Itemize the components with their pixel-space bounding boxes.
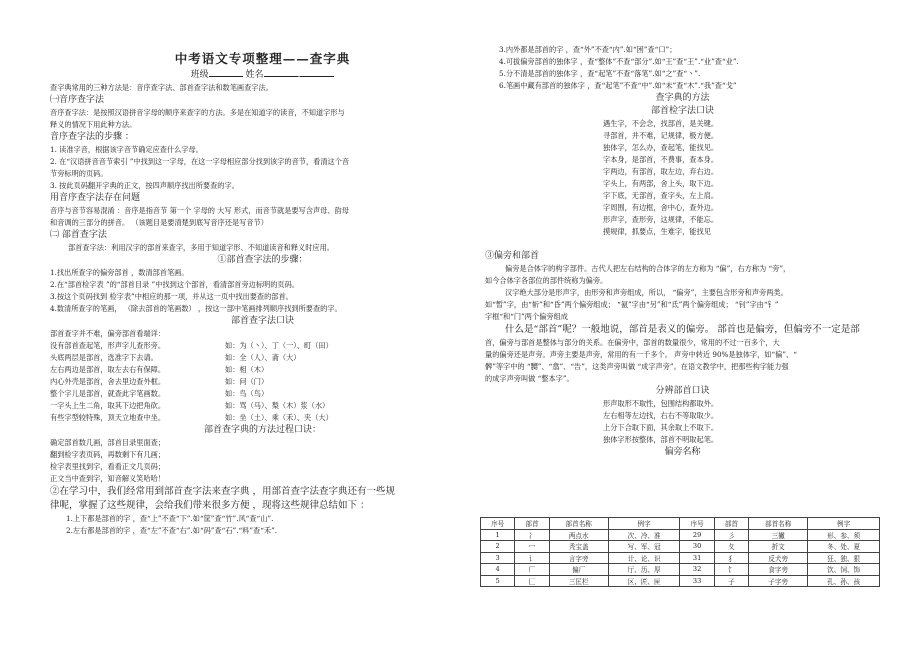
table-cell: 讠 bbox=[515, 552, 549, 564]
left-column bbox=[50, 50, 475, 537]
right-column bbox=[485, 44, 880, 459]
table-cell: 厅、历、厚 bbox=[608, 564, 680, 576]
table-header-cell: 部首名称 bbox=[749, 518, 808, 530]
table-cell: 饣 bbox=[714, 564, 748, 576]
rhyme-row bbox=[50, 388, 475, 400]
section-1-para-2: 释义的情况下用此种方法。 bbox=[50, 120, 137, 129]
rhyme-line: 有些字型较特殊，顶天立地查中坐。 bbox=[50, 413, 166, 422]
rhyme2-line: 摸规律，抓要点，生难字，能找见 bbox=[603, 227, 711, 236]
pianpang-line: 偏旁是合体字的构字部件。古代人把左右结构的合体字的左方称为 “偏”，右方称为 “旁”， bbox=[505, 264, 791, 273]
rhyme3-title: 分辨部首口诀 bbox=[655, 386, 710, 396]
process-list bbox=[50, 437, 475, 485]
table-cell: 33 bbox=[680, 575, 714, 587]
section-1-para-1: 音序查字法：是按照汉语拼音字母的顺序来查字的方法。多是在知道字的读音，不知道字形与 bbox=[50, 108, 345, 117]
pianpang-title: ③偏旁和部首 bbox=[485, 251, 540, 261]
table-row bbox=[481, 575, 880, 587]
table-header-cell: 例字 bbox=[808, 518, 880, 530]
rhyme-line: 内心外壳是部首，舍去里边查外框。 bbox=[50, 377, 166, 386]
table-row bbox=[481, 552, 880, 564]
rhyme-row bbox=[50, 328, 475, 340]
rhyme2-title: 部首检字法口诀 bbox=[650, 106, 714, 116]
rhyme-example: 如：鸟（鸟） bbox=[225, 389, 269, 398]
table-cell: 计、论、识 bbox=[608, 552, 680, 564]
rhyme-row bbox=[50, 412, 475, 424]
rule-line: 6.笔画中藏有部首的独体字 ，查“起笔”不查“中”.如“未”查“木”.“我”查“戈” bbox=[499, 81, 737, 90]
table-cell: 次、冷、准 bbox=[608, 529, 680, 541]
table-cell: 子字旁 bbox=[749, 575, 808, 587]
table-title: 偏旁名称 bbox=[664, 447, 701, 457]
pianpang-line: 字框“和“门”两个偏旁组成 bbox=[485, 312, 568, 321]
table-cell: 匚 bbox=[515, 575, 549, 587]
process-title: 部首查字典的方法过程口诀： bbox=[203, 425, 321, 435]
table-cell: 秃宝盖 bbox=[549, 541, 608, 553]
page-title: 中考语文专项整理——查字典 bbox=[174, 51, 351, 66]
table-cell: 子 bbox=[714, 575, 748, 587]
study-para-2: 律呢，掌握了这些规律，会给我们带来很多方便 ，现将这些规律总结如下 ： bbox=[50, 500, 370, 511]
table-cell: 反犬旁 bbox=[749, 552, 808, 564]
class-blank bbox=[209, 68, 243, 77]
intro-text: 查字典常用的三种方法是：音序查字法、部首查字法和数笔画查字法。 bbox=[50, 83, 273, 92]
pianpang-line: 汉字绝大部分是形声字，由形旁和声旁组成，所以， “偏旁”，主要包含形旁和声旁两类。 bbox=[505, 288, 788, 297]
table-cell: 孔、孙、孩 bbox=[808, 575, 880, 587]
table-cell: 冬、处、夏 bbox=[808, 541, 880, 553]
table-body bbox=[481, 529, 880, 587]
rhyme2-line: 字本身，是部首，不费事，查本身。 bbox=[603, 155, 719, 164]
rule-line: 3.内外都是部首的字 ，查“外”不查“内”.如“困”查“口”； bbox=[499, 45, 677, 54]
radical-step-2: 2.在“部首检字表 ”的“部首目录 ”中找到这个部首，看清部首旁边标明的页码。 bbox=[50, 280, 299, 289]
rhyme-example: 如：骂（马）、梨（木）浆（水） bbox=[225, 401, 330, 410]
study-para-1: ②在学习中，我们经常用到部首查字法来查字典 ，用部首查字法查字典还有一些规 bbox=[50, 486, 396, 497]
rhyme-line: 没有部首查起笔，形声字儿查形旁。 bbox=[50, 341, 166, 350]
table-row bbox=[481, 541, 880, 553]
rule-line: 4.可拔偏旁部首的独体字 ，查“整体”不查“部分”.如“王”查“王”.“业”查“业”. bbox=[499, 57, 739, 66]
pianpang-line: 如“暂”字，由“斩”和“昏”两个偏旁组成； “氨”字由“另”和“氐”两个偏旁组成； “钊”字由“钅” bbox=[485, 300, 779, 309]
rhyme2-line: 字下底，无部首，查字头，左上肩。 bbox=[603, 191, 719, 200]
rhyme-example: 如：全（人）、斋（大） bbox=[225, 353, 301, 362]
table-header-cell: 部首 bbox=[714, 518, 748, 530]
rhyme2-list bbox=[485, 118, 880, 238]
table-cell: 31 bbox=[680, 552, 714, 564]
table-cell: 29 bbox=[680, 529, 714, 541]
radical-step-4: 4.数清所查字的笔画， （除去部首的笔画数） ，按这一部中笔画排列顺序找到所要查的字。 bbox=[50, 304, 342, 313]
rhyme-line: 左右两边是部首，取左去右有保障。 bbox=[50, 365, 166, 374]
rhyme-list bbox=[50, 328, 475, 424]
table-header-cell: 部首名称 bbox=[549, 518, 608, 530]
rhyme-row bbox=[50, 352, 475, 364]
rules-list-left bbox=[50, 513, 475, 537]
step-2b: 节旁标明的页码。 bbox=[50, 169, 108, 178]
radical-step-3: 3.按这个页码找到 检字表”中相应的那一项，并从这一页中找出要查的部首。 bbox=[50, 292, 293, 301]
table-header-row bbox=[481, 518, 880, 530]
rhyme-row bbox=[50, 400, 475, 412]
rhyme-line: 部首查字并不难，偏旁部首看端详： bbox=[50, 329, 166, 338]
rule-line: 2.左右都是部首的字 ，查“左”不查“右”.如“码”查“石”.“料”查“禾”. bbox=[66, 526, 278, 535]
problem-para-2: 和音调的三部分的拼音。 （该题目是要清楚到底写音序还是写音节） bbox=[50, 218, 268, 227]
table-row bbox=[481, 564, 880, 576]
rhyme2-line: 字两边，有部首，取左边，弃右边。 bbox=[603, 167, 719, 176]
table-cell: 冖 bbox=[515, 541, 549, 553]
rhyme-example: 如：坐（土）、乘（禾）、夹（大） bbox=[225, 413, 333, 422]
process-line: 正文当中查到字，知音解义笑哈哈！ bbox=[50, 474, 166, 483]
process-line: 确定部首数几画，部首目录里面查； bbox=[50, 438, 166, 447]
table-cell: 5 bbox=[481, 575, 515, 587]
rhyme-example: 如：问（门） bbox=[225, 377, 269, 386]
rule-line: 5.分不清是部首的独体字 ，查“起笔”不查“落笔”.如“之”查“丶”. bbox=[499, 69, 701, 78]
table-header-cell: 例字 bbox=[608, 518, 680, 530]
table-cell: 夂 bbox=[714, 541, 748, 553]
class-label: 班级 bbox=[190, 70, 209, 80]
rhyme-example: 如：为（丶）、丁（一）、町（田） bbox=[225, 341, 333, 350]
table-cell: 1 bbox=[481, 529, 515, 541]
table-cell: 言字旁 bbox=[549, 552, 608, 564]
table-header-cell: 序号 bbox=[680, 518, 714, 530]
step-2a: 2. 在“汉语拼音音节索引 ”中找到这一字母，在这一字母相应部分找到该字的音节，看清这个音 bbox=[50, 157, 350, 166]
rhyme2-line: 字周围，有边框，舍中心，查外边。 bbox=[603, 203, 719, 212]
table-cell: 折文 bbox=[749, 541, 808, 553]
pianpang-line: 首，偏旁与部首是整体与部分的关系。在偏旁中，部首的数量很少，常用的不过一百多个，大 bbox=[485, 338, 780, 347]
name-blank-2 bbox=[300, 68, 334, 77]
table-cell: 食字旁 bbox=[749, 564, 808, 576]
process-line: 检字表里找到字，看看正文几页码； bbox=[50, 462, 166, 471]
rhyme-row bbox=[50, 376, 475, 388]
table-cell: 两点水 bbox=[549, 529, 608, 541]
rhyme3-line: 上分下合取下面，其余取上不取下。 bbox=[603, 423, 719, 432]
method-title: 查字典的方法 bbox=[655, 93, 710, 103]
rhyme2-line: 字头上，有两部，舍上头，取下边。 bbox=[603, 179, 719, 188]
step-1: 1. 读准字音，根据该字音节确定应查什么字母。 bbox=[50, 145, 203, 154]
rhyme3-line: 形声取形不取性，包围结构都取外。 bbox=[603, 399, 719, 408]
rules-list-right bbox=[485, 44, 880, 92]
pianpang-line: 的成字声旁叫做 “整本字”。 bbox=[485, 374, 574, 383]
radical-step-1: 1.找出所查字的偏旁部首 ，数清部首笔画。 bbox=[50, 268, 189, 277]
name-label: 姓名 bbox=[245, 70, 264, 80]
rhyme-title: 部首查字法口诀 bbox=[230, 316, 294, 326]
table-header-cell: 序号 bbox=[481, 518, 515, 530]
table-cell: 32 bbox=[680, 564, 714, 576]
radical-name-table bbox=[480, 517, 880, 587]
section-2-title: ㈡ 部首查字法 bbox=[50, 230, 107, 240]
rhyme3-list bbox=[485, 398, 880, 446]
rhyme-row bbox=[50, 364, 475, 376]
table-cell: 三撇 bbox=[749, 529, 808, 541]
table-cell: 偏厂 bbox=[549, 564, 608, 576]
pianpang-line: 量的偏旁还是声旁。声旁主要是声旁，常用的有一千多个。 声旁中转近 90%是独体字，如“偏”、“ bbox=[485, 350, 797, 359]
table-cell: 形、参、须 bbox=[808, 529, 880, 541]
table-cell: 饮、饲、饰 bbox=[808, 564, 880, 576]
problem-para-1: 音序与音节容易混淆 ：音序是指音节 第一个 字母的 大写 形式，而音节就是要写含声母、韵母 bbox=[50, 206, 349, 215]
table-cell: 写、军、冠 bbox=[608, 541, 680, 553]
rhyme2-line: 独体字，怎么办，查起笔，能找见。 bbox=[603, 143, 719, 152]
table-cell: 厂 bbox=[515, 564, 549, 576]
problem-title: 用音序查字法存在问题 bbox=[50, 193, 141, 203]
rhyme3-line: 左右相等左边找，右右不等取取少。 bbox=[603, 411, 719, 420]
rhyme2-line: 遇生字，不会念，找部首，是关键。 bbox=[603, 119, 719, 128]
steps-title: 音序查字法的步骤 ： bbox=[50, 132, 134, 142]
rhyme-line: 头底两层是部首，选准字下去请。 bbox=[50, 353, 158, 362]
process-line: 翻到检字表页码，再数剩下有几画； bbox=[50, 450, 166, 459]
table-cell: 区、匠、匣 bbox=[608, 575, 680, 587]
rhyme-line: 一字头上生二角，取其下边把角砍。 bbox=[50, 401, 166, 410]
rhyme2-line: 形声字，查形旁，这规律，不能忘。 bbox=[603, 215, 719, 224]
pianpang-line: 髀”等字中的 “嬲”、“翕”、“告”，这类声旁叫做 “成字声旁”。在语文教学中，把那些构字能力强 bbox=[485, 362, 789, 371]
rhyme3-line: 独体字形按整体，部首不明取起笔。 bbox=[603, 435, 719, 444]
pianpang-list bbox=[485, 263, 880, 385]
name-blank bbox=[264, 68, 298, 77]
table-cell: 冫 bbox=[515, 529, 549, 541]
table-cell: 4 bbox=[481, 564, 515, 576]
rhyme-example: 如：相（木） bbox=[225, 365, 269, 374]
table-cell: 30 bbox=[680, 541, 714, 553]
class-name-line bbox=[50, 68, 475, 82]
section-1-title: ㈠音序查字法 bbox=[50, 95, 105, 105]
pianpang-line: 什么是“部首”呢？一般地说，部首是表义的偏旁。 部首也是偏旁，但偏旁不一定是部 bbox=[505, 324, 860, 335]
radical-steps-title: ①部首查字法的步骤： bbox=[217, 255, 308, 265]
table-cell: 犭 bbox=[714, 552, 748, 564]
rule-line: 1.上下都是部首的字 ，查“上”不查“下”.如“筐”查“竹”.风“查“山”. bbox=[66, 514, 274, 523]
table-header-cell: 部首 bbox=[515, 518, 549, 530]
rhyme2-line: 寻部首，并不难，记规律，极方便。 bbox=[603, 131, 719, 140]
name-dot: . bbox=[297, 70, 301, 80]
table-cell: 彡 bbox=[714, 529, 748, 541]
table-cell: 3 bbox=[481, 552, 515, 564]
table-cell: 三匡栏 bbox=[549, 575, 608, 587]
pianpang-line: 如今合体字各部位的部件统称为偏旁。 bbox=[485, 276, 608, 285]
rhyme-row bbox=[50, 340, 475, 352]
section-2-para: 部首查字法：利用汉字的部首来查字，多用于知道字形、不知道读音和释义时应用。 bbox=[68, 243, 334, 252]
step-3: 3. 按此页码翻开字典的正文，按四声顺序找出所要查的字。 bbox=[50, 181, 239, 190]
table-cell: 2 bbox=[481, 541, 515, 553]
table-row bbox=[481, 529, 880, 541]
rhyme-line: 整个字儿是部首，就查此字笔画数。 bbox=[50, 389, 166, 398]
table-cell: 狂、独、狠 bbox=[808, 552, 880, 564]
